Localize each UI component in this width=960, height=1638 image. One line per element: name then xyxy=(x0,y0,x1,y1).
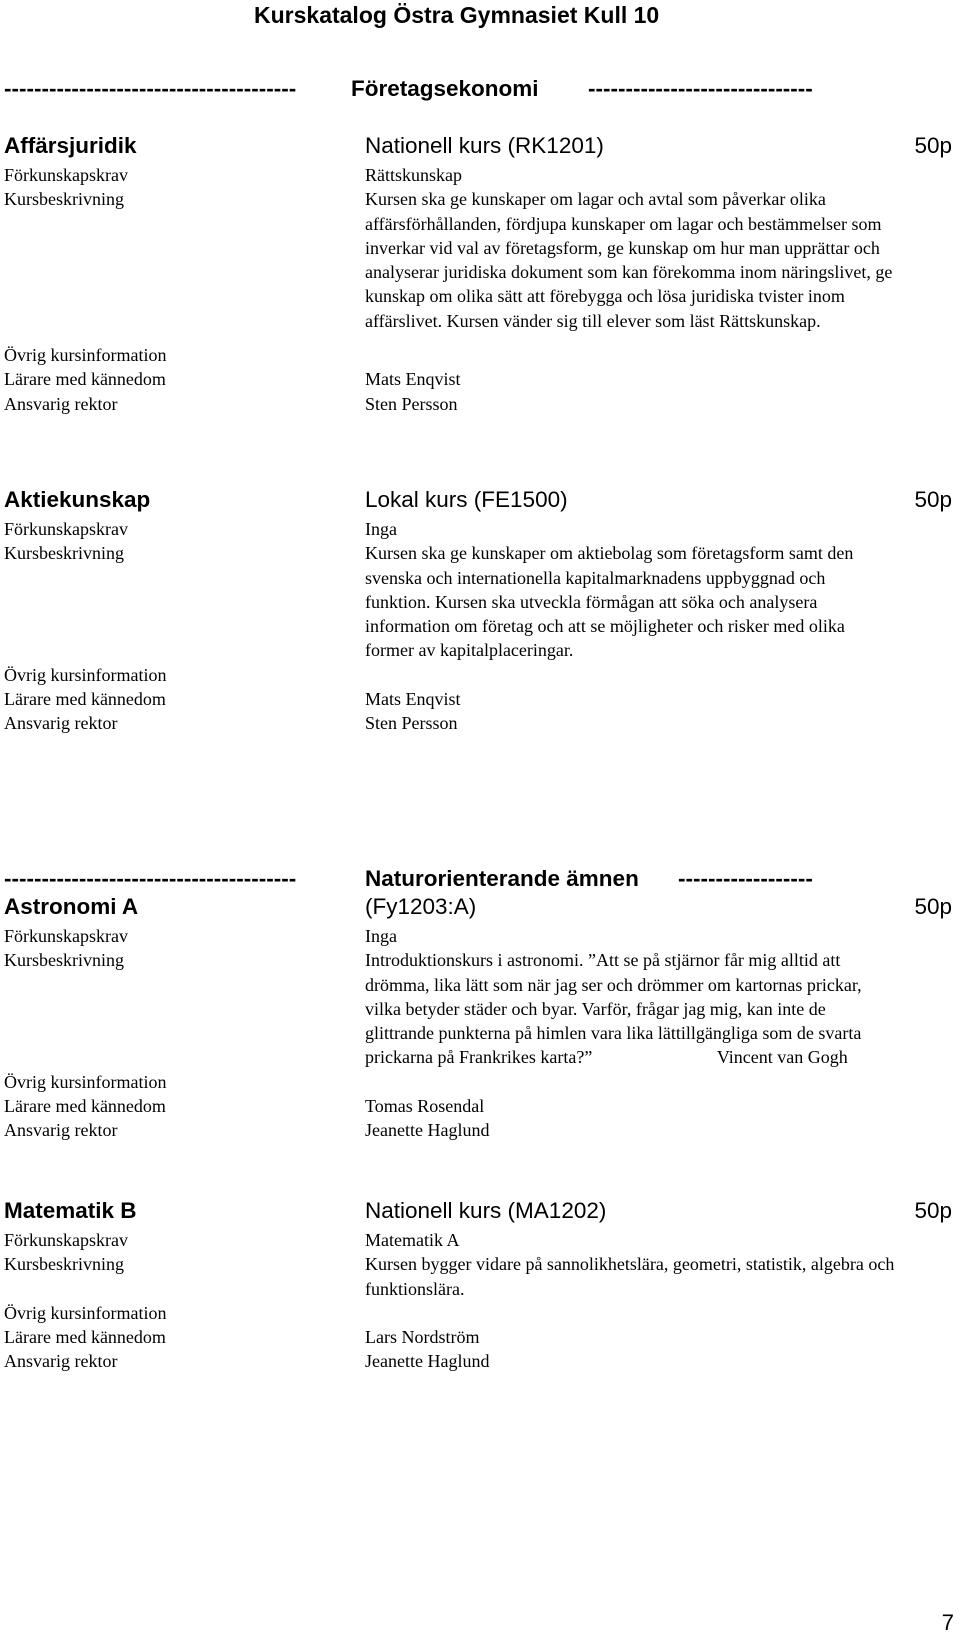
prereq-row xyxy=(4,517,952,541)
teacher-label: Lärare med kännedom xyxy=(4,689,166,710)
description-value: Kursen ska ge kunskaper om aktiebolag som företagsform samt den svenska och internationella kapitalmarknadens uppbyggnad och funktion. Kursen ska utveckla förmågan att söka och analysera information om företag och att se möjligheter och risker med olika former av kapitalplaceringar. xyxy=(365,543,854,661)
section-divider-left: --------------------------------------- xyxy=(4,76,297,101)
description-label: Kursbeskrivning xyxy=(4,543,124,564)
prereq-row xyxy=(4,1228,952,1252)
description-row xyxy=(4,541,952,662)
teacher-label: Lärare med kännedom xyxy=(4,1327,166,1348)
course-affarsjuridik xyxy=(4,133,952,416)
section-title: Företagsekonomi xyxy=(351,76,539,101)
teacher-value: Mats Enqvist xyxy=(365,689,461,710)
description-text: Introduktionskurs i astronomi. ”Att se på stjärnor får mig alltid att drömma, lika lätt som när jag ser och drömmer om kartornas prickar, vilka betyder städer och byar. Varför, frågar jag mig, kan inte de glittrande punkterna på himlen vara lika lättillgängliga som de svarta prickarna på Frankrikes karta?” xyxy=(365,950,862,1068)
prereq-label: Förkunskapskrav xyxy=(4,1230,128,1250)
course-matematik-b xyxy=(4,1198,952,1374)
course-points: 50p xyxy=(914,1198,952,1223)
description-value: Kursen bygger vidare på sannolikhetslära, geometri, statistik, algebra och funktionslära. xyxy=(365,1254,895,1299)
teacher-row xyxy=(4,367,952,391)
section-divider-right: ------------------ xyxy=(678,866,813,891)
course-aktiekunskap xyxy=(4,487,952,736)
other-info-label: Övrig kursinformation xyxy=(4,1071,167,1092)
course-header xyxy=(4,133,952,163)
prereq-value: Inga xyxy=(365,926,397,946)
teacher-value: Mats Enqvist xyxy=(365,369,461,390)
teacher-row xyxy=(4,687,952,711)
section-divider-right: ------------------------------ xyxy=(588,76,813,101)
page-title: Kurskatalog Östra Gymnasiet Kull 10 xyxy=(254,2,660,28)
course-header xyxy=(4,894,952,924)
principal-row xyxy=(4,711,952,735)
course-points: 50p xyxy=(914,133,952,158)
description-label: Kursbeskrivning xyxy=(4,189,124,210)
principal-row xyxy=(4,1349,952,1373)
teacher-label: Lärare med kännedom xyxy=(4,1096,166,1117)
quote-author: Vincent van Gogh xyxy=(716,1047,848,1068)
course-name: Astronomi A xyxy=(4,894,139,919)
teacher-row xyxy=(4,1094,952,1118)
prereq-label: Förkunskapskrav xyxy=(4,165,128,185)
prereq-label: Förkunskapskrav xyxy=(4,519,128,539)
description-row xyxy=(4,948,952,1069)
page-number: 7 xyxy=(941,1610,954,1635)
description-label: Kursbeskrivning xyxy=(4,1254,124,1275)
course-name: Affärsjuridik xyxy=(4,133,137,158)
description-row xyxy=(4,1252,952,1301)
other-info-label: Övrig kursinformation xyxy=(4,345,167,366)
course-points: 50p xyxy=(914,487,952,512)
course-name: Matematik B xyxy=(4,1198,137,1223)
principal-value: Sten Persson xyxy=(365,393,458,414)
course-code: Nationell kurs (RK1201) xyxy=(365,133,604,158)
principal-label: Ansvarig rektor xyxy=(4,1351,118,1372)
principal-label: Ansvarig rektor xyxy=(4,393,118,414)
description-value xyxy=(365,948,895,1069)
description-row xyxy=(4,187,952,333)
principal-value: Sten Persson xyxy=(365,713,458,734)
course-header xyxy=(4,1198,952,1228)
teacher-value: Lars Nordström xyxy=(365,1327,480,1348)
course-code: Nationell kurs (MA1202) xyxy=(365,1198,607,1223)
prereq-value: Matematik A xyxy=(365,1230,460,1250)
other-info-row xyxy=(4,1070,952,1094)
section-divider-left: --------------------------------------- xyxy=(4,866,297,891)
course-code: (Fy1203:A) xyxy=(365,894,477,919)
other-info-row xyxy=(4,663,952,687)
principal-label: Ansvarig rektor xyxy=(4,713,118,734)
principal-row xyxy=(4,392,952,416)
principal-row xyxy=(4,1118,952,1142)
teacher-value: Tomas Rosendal xyxy=(365,1096,485,1117)
other-info-label: Övrig kursinformation xyxy=(4,664,167,685)
prereq-value: Inga xyxy=(365,519,397,539)
course-header xyxy=(4,487,952,517)
course-code: Lokal kurs (FE1500) xyxy=(365,487,568,512)
section-title: Naturorienterande ämnen xyxy=(365,866,639,891)
other-info-row xyxy=(4,343,952,367)
section-header-naturorienterande xyxy=(4,866,952,896)
course-name: Aktiekunskap xyxy=(4,487,151,512)
principal-value: Jeanette Haglund xyxy=(365,1351,490,1372)
section-header-foretagsekonomi xyxy=(4,76,952,106)
prereq-label: Förkunskapskrav xyxy=(4,926,128,946)
prereq-value: Rättskunskap xyxy=(365,165,462,185)
other-info-row xyxy=(4,1301,952,1325)
prereq-row xyxy=(4,163,952,187)
teacher-label: Lärare med kännedom xyxy=(4,369,166,390)
principal-label: Ansvarig rektor xyxy=(4,1120,118,1141)
course-points: 50p xyxy=(914,894,952,919)
description-value: Kursen ska ge kunskaper om lagar och avtal som påverkar olika affärsförhållanden, fördjupa kunskaper om lagar och bestämmelser som inverkar vid val av företagsform, ge kunskap om hur man upprättar och analyserar juridiska dokument som kan förekomma inom näringslivet, ge kunskap om olika sätt att förebygga och lösa juridiska tvister inom affärslivet. Kursen vänder sig till elever som läst Rättskunskap. xyxy=(365,189,893,331)
teacher-row xyxy=(4,1325,952,1349)
description-label: Kursbeskrivning xyxy=(4,950,124,971)
course-astronomi-a xyxy=(4,894,952,1143)
principal-value: Jeanette Haglund xyxy=(365,1120,490,1141)
prereq-row xyxy=(4,924,952,948)
other-info-label: Övrig kursinformation xyxy=(4,1302,167,1323)
